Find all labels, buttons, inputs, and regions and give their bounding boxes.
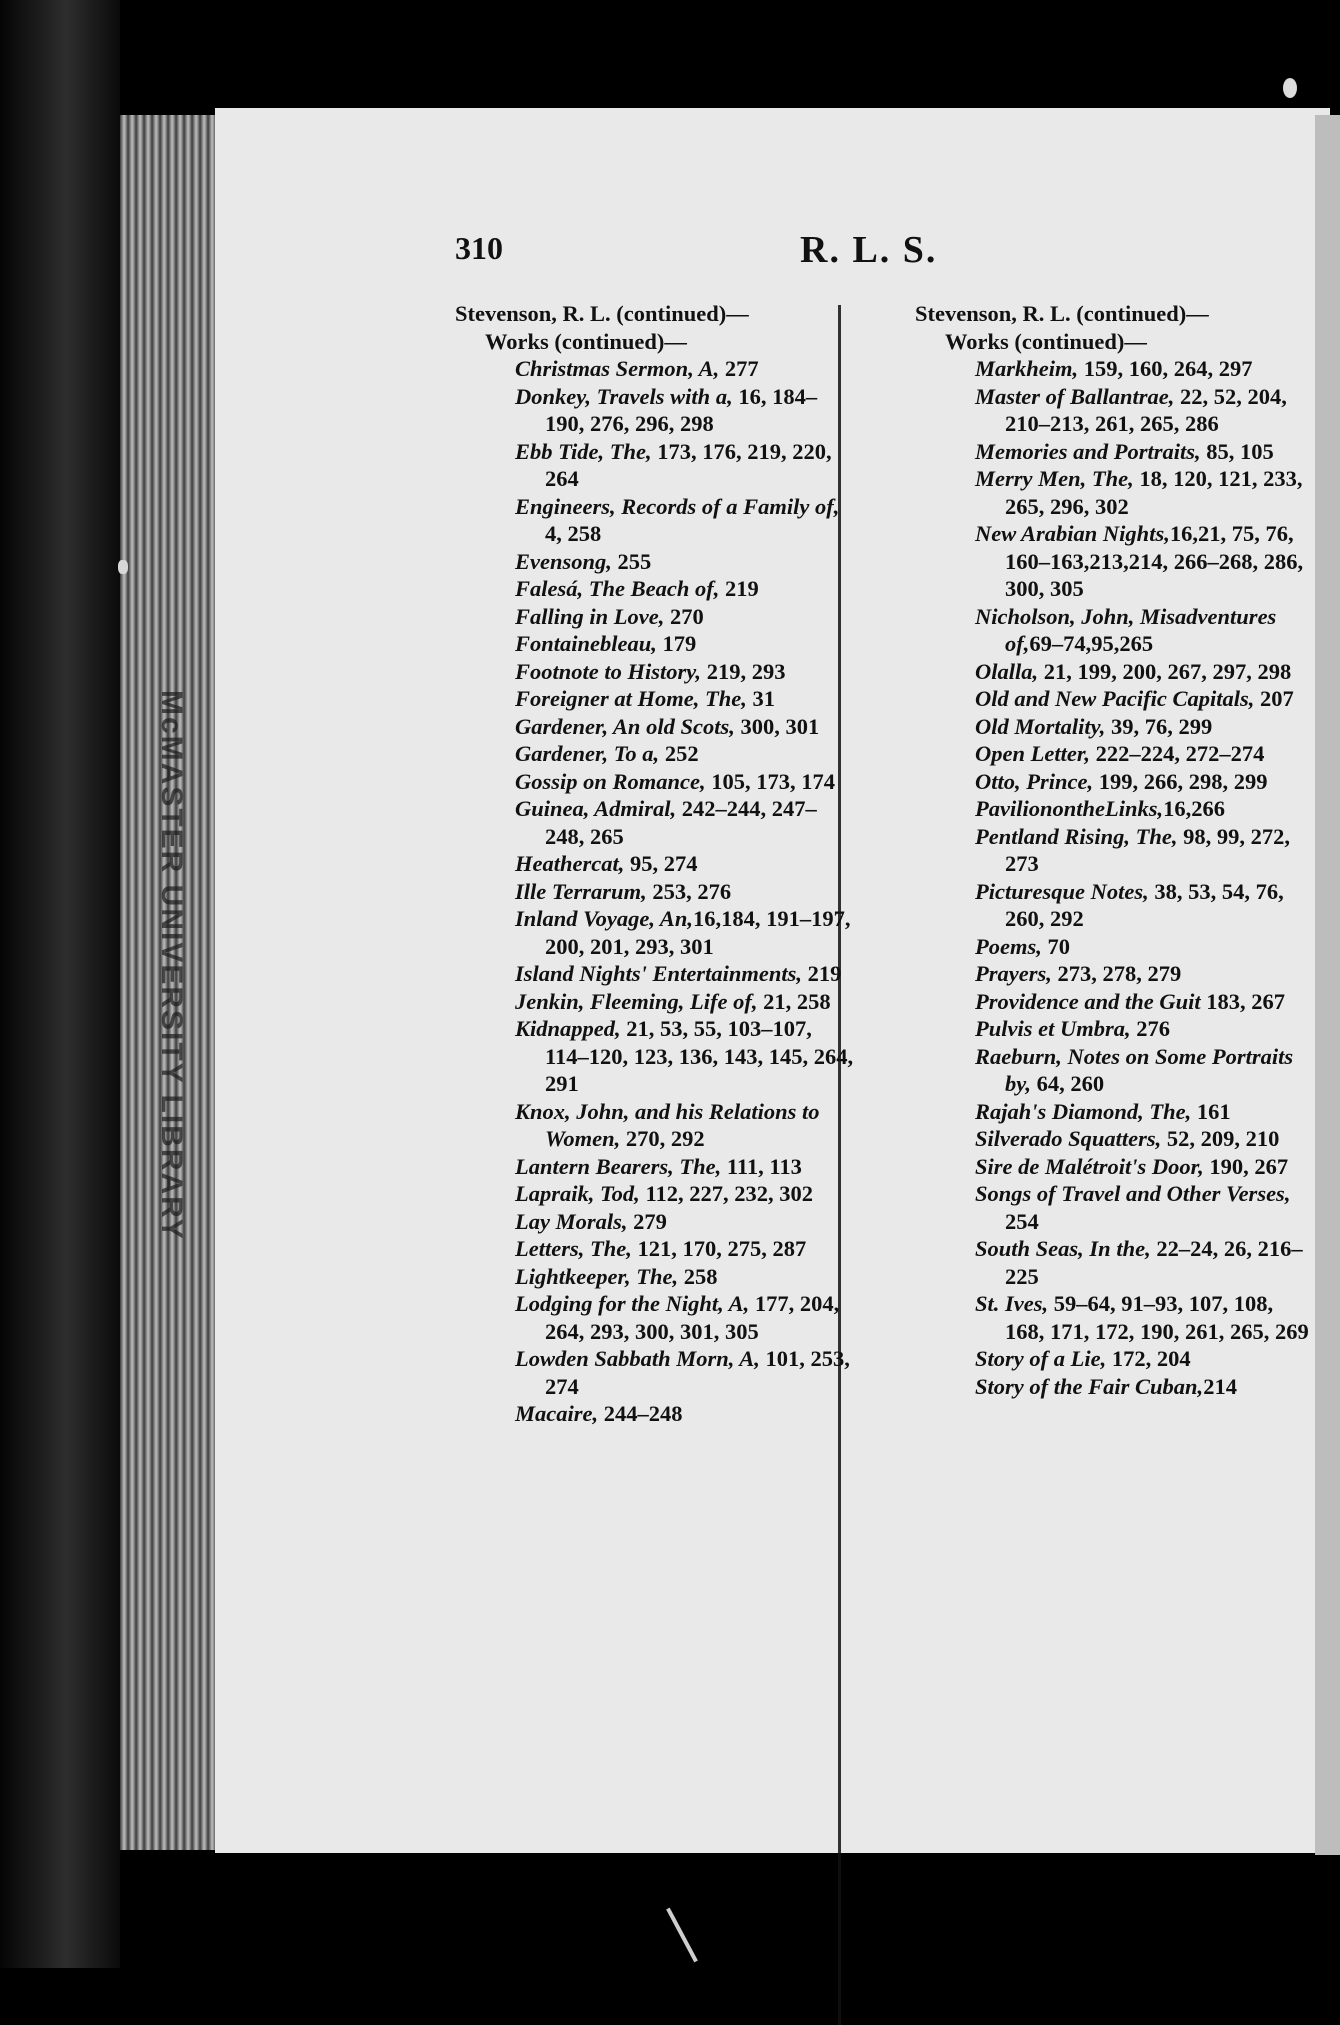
entry-pages: 64, 260 (1031, 1071, 1105, 1096)
entry-pages: 173, 176, 219, 220, 264 (545, 438, 832, 491)
entry-pages: 161 (1191, 1098, 1231, 1124)
entry-pages: 219, 293 (701, 658, 786, 684)
entry-pages: 177, 204, 264, 293, 300, 301, 305 (545, 1291, 840, 1344)
entry-pages: 190, 267 (1203, 1153, 1289, 1179)
entry-title: Lodging for the Night, A, (515, 1291, 750, 1316)
entry-title: Jenkin, Fleeming, Life of, (515, 988, 758, 1014)
entry-pages: 121, 170, 275, 287 (631, 1236, 807, 1261)
entry-title: Letters, The, (515, 1236, 632, 1261)
index-subheading: Works (continued)— (485, 328, 687, 354)
entry-title: Prayers, (975, 961, 1052, 986)
entry-title: Lay Morals, (515, 1208, 628, 1234)
facing-page-edge (1315, 115, 1340, 1855)
entry-title: Story of a Lie, (975, 1346, 1107, 1371)
index-entry (915, 1235, 1315, 1290)
index-entry (455, 383, 855, 438)
entry-pages: 21, 258 (757, 988, 831, 1014)
index-entry (915, 383, 1315, 438)
entry-title: Kidnapped, (515, 1016, 621, 1041)
entry-pages: 252 (659, 741, 699, 766)
shadow-line (666, 1908, 698, 1963)
entry-pages: 244–248 (598, 1401, 683, 1426)
entry-title: Footnote to History, (515, 658, 702, 684)
entry-pages: 18, 120, 121, 233, 265, 296, 302 (1005, 466, 1303, 519)
entry-title: Sire de Malétroit's Door, (975, 1153, 1204, 1179)
index-heading: Stevenson, R. L. (continued)— (455, 301, 749, 326)
entry-pages: 300, 301 (734, 713, 820, 739)
index-entry (455, 740, 855, 768)
entry-title: PavilionontheLinks, (975, 796, 1164, 821)
index-entry (915, 878, 1315, 933)
entry-title: Engineers, Records of a Family of, (515, 493, 840, 519)
entry-title: Guinea, Admiral, (515, 796, 677, 821)
index-entry (455, 603, 855, 631)
index-entry (455, 850, 855, 878)
index-entry (915, 1373, 1315, 1401)
index-entry (915, 1125, 1315, 1153)
entry-pages: 85, 105 (1200, 438, 1274, 464)
index-entries (455, 355, 855, 1428)
entry-pages: 242–244, 247–248, 265 (545, 796, 817, 849)
entry-title: Songs of Travel and Other Verses, (975, 1181, 1291, 1206)
entry-pages: 21, 53, 55, 103–107, 114–120, 123, 136, 143, 145, 264, 291 (545, 1016, 854, 1096)
index-entry (455, 493, 855, 548)
entry-title: Lantern Bearers, The, (515, 1153, 722, 1179)
entry-pages: 16, 184–190, 276, 296, 298 (545, 383, 818, 436)
index-entry (455, 1345, 855, 1400)
entry-title: Lightkeeper, The, (515, 1263, 679, 1289)
entry-title: Open Letter, (975, 741, 1090, 766)
entry-pages: 22–24, 26, 216–225 (1005, 1236, 1303, 1289)
entry-title: Picturesque Notes, (975, 878, 1149, 904)
entry-title: Story of the Fair Cuban, (975, 1373, 1204, 1399)
entry-title: Master of Ballantrae, (975, 383, 1175, 409)
entry-title: Providence and the Guit (975, 988, 1201, 1014)
entry-pages: 59–64, 91–93, 107, 108, 168, 171, 172, 190, 261, 265, 269 (1005, 1291, 1309, 1344)
entry-pages: 52, 209, 210 (1161, 1126, 1280, 1151)
entry-pages: 22, 52, 204, 210–213, 261, 265, 286 (1005, 383, 1287, 436)
index-entry (455, 1290, 855, 1345)
entry-pages: 16,184, 191–197, 200, 201, 293, 301 (545, 906, 851, 959)
entry-pages: 159, 160, 264, 297 (1078, 356, 1253, 381)
index-entry (455, 1208, 855, 1236)
entry-title: Island Nights' Entertainments, (515, 961, 802, 986)
index-entry (915, 355, 1315, 383)
entry-pages: 21, 199, 200, 267, 297, 298 (1038, 658, 1292, 684)
entry-pages: 199, 266, 298, 299 (1093, 768, 1268, 794)
entry-pages: 105, 173, 174 (705, 768, 836, 794)
entry-title: Heathercat, (515, 851, 625, 876)
entry-title: Falling in Love, (515, 603, 665, 629)
entry-pages: 253, 276 (646, 878, 732, 904)
entry-pages: 112, 227, 232, 302 (639, 1181, 813, 1206)
entry-title: Raeburn, Notes on Some Portraits by, (975, 1043, 1294, 1096)
entry-title: Fontainebleau, (515, 631, 657, 656)
index-entry (915, 1180, 1315, 1235)
book-spine (0, 0, 120, 1968)
index-column-left (455, 300, 855, 1428)
library-stamp: McMASTER UNIVERSITY LIBRARY (155, 690, 188, 1241)
entry-title: Merry Men, The, (975, 466, 1134, 491)
index-entry (455, 878, 855, 906)
entry-pages: 183, 267 (1200, 988, 1285, 1014)
index-entry (455, 768, 855, 796)
entry-pages: 255 (611, 548, 652, 574)
entry-title: Gardener, An old Scots, (515, 713, 735, 739)
entry-title: Memories and Portraits, (975, 438, 1201, 464)
entry-pages: 276 (1130, 1016, 1170, 1041)
index-entry (915, 520, 1315, 603)
entry-pages: 179 (656, 631, 697, 656)
index-entry (455, 438, 855, 493)
entry-title: Poems, (975, 933, 1042, 959)
index-entry (915, 988, 1315, 1016)
index-entry (915, 795, 1315, 823)
background-speck (1283, 78, 1297, 98)
entry-pages: 219 (719, 576, 759, 601)
entry-pages: 111, 113 (721, 1153, 802, 1179)
index-subheading: Works (continued)— (945, 328, 1147, 354)
entry-title: Otto, Prince, (975, 768, 1094, 794)
entry-pages: 279 (627, 1208, 667, 1234)
index-entry (455, 355, 855, 383)
entry-pages: 16,266 (1163, 796, 1226, 821)
index-entry (915, 465, 1315, 520)
index-entry (915, 960, 1315, 988)
entry-title: Lapraik, Tod, (515, 1181, 640, 1206)
index-entry (915, 1345, 1315, 1373)
entry-title: Rajah's Diamond, The, (975, 1098, 1192, 1124)
entry-title: Olalla, (975, 658, 1039, 684)
entry-title: New Arabian Nights, (975, 521, 1170, 546)
index-entry (455, 1180, 855, 1208)
entry-pages: 258 (678, 1263, 718, 1289)
entry-pages: 273, 278, 279 (1051, 961, 1182, 986)
index-entry (915, 1015, 1315, 1043)
index-heading: Stevenson, R. L. (continued)— (915, 301, 1209, 326)
entry-title: Old Mortality, (975, 713, 1106, 739)
entry-title: Falesá, The Beach of, (515, 576, 720, 601)
index-entry (915, 713, 1315, 741)
index-entry (455, 1235, 855, 1263)
entry-pages: 254 (1005, 1208, 1039, 1234)
entry-title: Evensong, (515, 548, 612, 574)
entry-title: Pentland Rising, The, (975, 823, 1178, 849)
index-entry (455, 960, 855, 988)
index-entry (915, 603, 1315, 658)
index-entry (455, 658, 855, 686)
page-number: 310 (455, 230, 503, 266)
entry-title: Nicholson, John, Misadventures of, (975, 603, 1277, 656)
index-entry (915, 1153, 1315, 1181)
entry-pages: 38, 53, 54, 76, 260, 292 (1005, 878, 1284, 931)
entry-title: Foreigner at Home, The, (515, 686, 747, 711)
entry-pages: 95, 274 (624, 851, 698, 876)
running-head: R. L. S. (800, 229, 938, 271)
index-entries (915, 355, 1315, 1400)
index-entry (455, 685, 855, 713)
index-entry (455, 795, 855, 850)
entry-title: St. Ives, (975, 1291, 1049, 1316)
index-entry (455, 630, 855, 658)
index-entry (455, 548, 855, 576)
entry-pages: 4, 258 (545, 521, 602, 546)
entry-title: Gardener, To a, (515, 741, 660, 766)
entry-title: Gossip on Romance, (515, 768, 706, 794)
index-entry (455, 905, 855, 960)
entry-title: Old and New Pacific Capitals, (975, 686, 1255, 711)
entry-pages: 69–74,95,265 (1029, 631, 1154, 656)
index-entry (455, 1153, 855, 1181)
index-entry (915, 685, 1315, 713)
entry-title: Inland Voyage, An, (515, 906, 693, 931)
index-column-right (915, 300, 1315, 1400)
entry-title: South Seas, In the, (975, 1236, 1151, 1261)
entry-pages: 214 (1203, 1373, 1237, 1399)
entry-pages: 39, 76, 299 (1105, 713, 1213, 739)
entry-pages: 31 (746, 686, 775, 711)
entry-title: Ebb Tide, The, (515, 438, 652, 464)
index-entry (915, 658, 1315, 686)
index-entry (455, 1400, 855, 1428)
index-entry (915, 823, 1315, 878)
index-entry (455, 1263, 855, 1291)
entry-pages: 98, 99, 272, 273 (1005, 823, 1291, 876)
index-entry (455, 1098, 855, 1153)
entry-pages: 277 (719, 356, 759, 381)
index-entry (455, 988, 855, 1016)
index-entry (455, 575, 855, 603)
entry-pages: 222–224, 272–274 (1089, 741, 1265, 766)
entry-title: Christmas Sermon, A, (515, 356, 720, 381)
index-entry (915, 438, 1315, 466)
entry-pages: 270, 292 (620, 1126, 705, 1151)
index-entry (915, 1043, 1315, 1098)
entry-pages: 70 (1041, 933, 1070, 959)
index-entry (915, 740, 1315, 768)
entry-title: Pulvis et Umbra, (975, 1016, 1131, 1041)
entry-pages: 101, 253, 274 (545, 1346, 850, 1399)
entry-title: Silverado Squatters, (975, 1126, 1162, 1151)
entry-pages: 207 (1254, 686, 1294, 711)
entry-pages: 219 (801, 961, 842, 986)
index-entry (455, 1015, 855, 1098)
entry-pages: 172, 204 (1106, 1346, 1191, 1371)
entry-title: Donkey, Travels with a, (515, 383, 733, 409)
entry-title: Macaire, (515, 1401, 599, 1426)
index-entry (915, 1290, 1315, 1345)
entry-title: Markheim, (975, 356, 1079, 381)
entry-pages: 270 (664, 603, 704, 629)
entry-pages: 16,21, 75, 76, 160–163,213,214, 266–268, 286, 300, 305 (1005, 521, 1304, 601)
entry-title: Ille Terrarum, (515, 878, 647, 904)
entry-title: Lowden Sabbath Morn, A, (515, 1346, 760, 1371)
index-entry (915, 933, 1315, 961)
index-entry (915, 1098, 1315, 1126)
index-entry (915, 768, 1315, 796)
entry-title: Knox, John, and his Relations to Women, (515, 1098, 820, 1151)
margin-mark (118, 560, 128, 574)
index-entry (455, 713, 855, 741)
